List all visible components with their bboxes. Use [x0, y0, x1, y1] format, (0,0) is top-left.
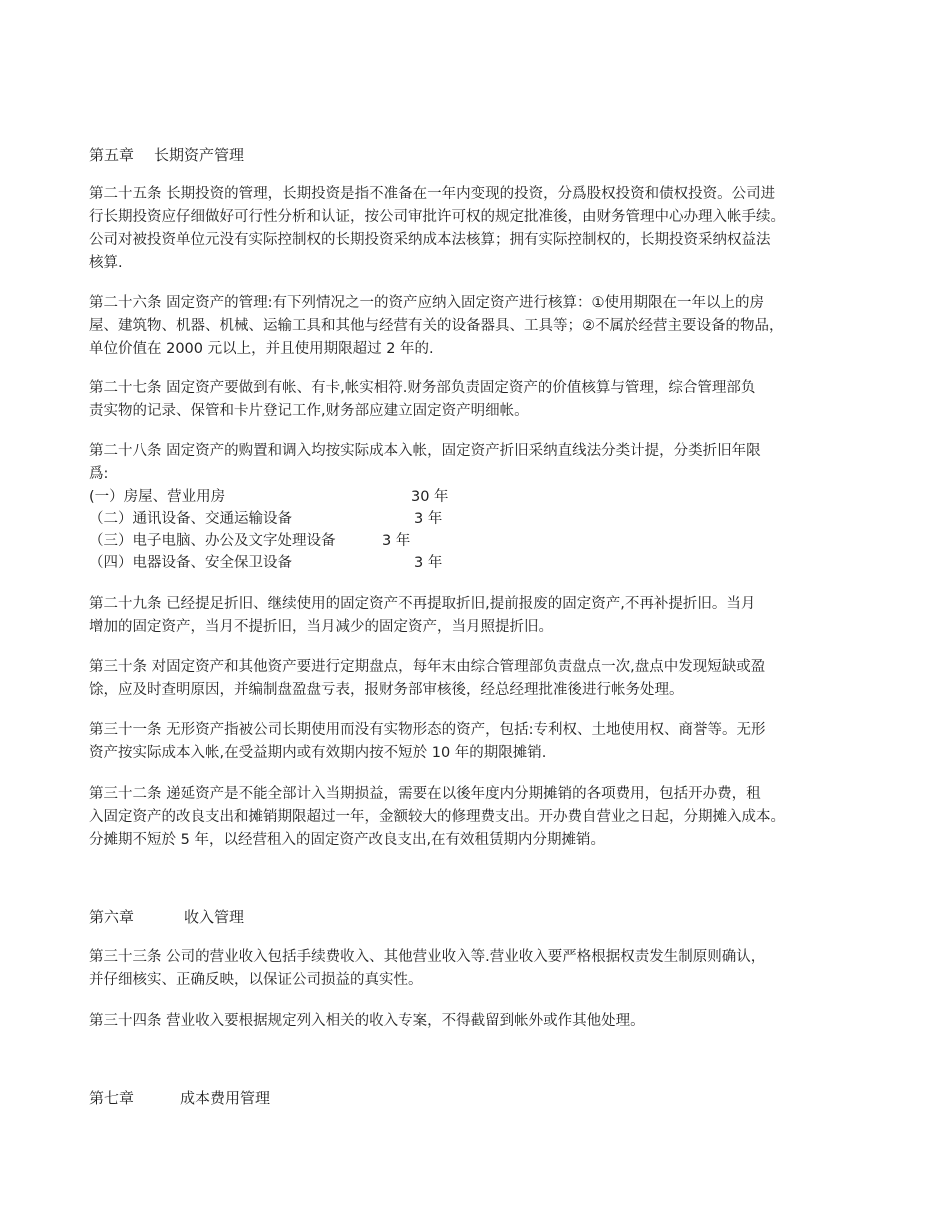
depreciation-item-1	[89, 486, 449, 508]
article-30-line-1: 第三十条 对固定资产和其他资产要进行定期盘点，每年末由综合管理部负责盘点一次,盘点中发现短缺或盈	[89, 659, 766, 675]
depreciation-item-4	[89, 552, 443, 574]
article-33-line-2: 并仔细核实、正确反映，以保证公司损益的真实性。	[89, 972, 423, 988]
article-25-line-3: 公司对被投资单位元没有实际控制权的长期投资采纳成本法核算；拥有实际控制权的，长期投资采纳权益法	[89, 232, 771, 248]
article-25-line-2: 行长期投资应仔细做好可行性分析和认证，按公司审批许可权的规定批准後，由财务管理中心办理入帐手续。	[89, 209, 785, 225]
article-28-line-2: 爲:	[89, 466, 109, 482]
chapter-6-title: 收入管理	[184, 908, 245, 926]
depreciation-item-4-label: （四）电器设备、安全保卫设备	[89, 555, 292, 571]
chapter-7-heading	[89, 1087, 270, 1110]
article-32-line-2: 入固定资产的改良支出和摊销期限超过一年，金额较大的修理费支出。开办费自营业之日起，分期摊入成本。	[89, 809, 785, 825]
article-30-line-2: 馀，应及时查明原因，并编制盘盈盘亏表，报财务部审核後，经总经理批准後进行帐务处理。	[89, 682, 684, 698]
article-29-line-2: 增加的固定资产，当月不提折旧，当月减少的固定资产，当月照提折旧。	[89, 619, 553, 635]
depreciation-item-2	[89, 508, 443, 530]
chapter-5-title: 长期资产管理	[154, 146, 245, 164]
article-34-line-1: 第三十四条 营业收入要根据规定列入相关的收入专案，不得截留到帐外或作其他处理。	[89, 1013, 645, 1029]
chapter-7-number: 第七章	[89, 1089, 135, 1107]
depreciation-item-3	[89, 530, 411, 552]
depreciation-item-4-years: 3 年	[414, 555, 443, 571]
depreciation-item-3-label: （三）电子电脑、办公及文字处理设备	[89, 533, 336, 549]
article-26-line-3: 单位价值在 2000 元以上，并且使用期限超过 2 年的.	[89, 341, 434, 357]
depreciation-item-3-years: 3 年	[382, 533, 411, 549]
depreciation-item-2-label: （二）通讯设备、交通运输设备	[89, 511, 292, 527]
article-28-line-1: 第二十八条 固定资产的购置和调入均按实际成本入帐，固定资产折旧采纳直线法分类计提，分类折旧年限	[89, 443, 761, 459]
article-32-line-1: 第三十二条 递延资产是不能全部计入当期损益，需要在以後年度内分期摊销的各项费用，包括开办费，租	[89, 786, 761, 802]
article-26-line-1: 第二十六条 固定资产的管理:有下列情况之一的资产应纳入固定资产进行核算：①使用期限在一年以上的房	[89, 295, 764, 311]
article-31-line-2: 资产按实际成本入帐,在受益期内或有效期内按不短於 10 年的期限摊销.	[89, 745, 547, 761]
article-32-line-3: 分摊期不短於 5 年，以经营租入的固定资产改良支出,在有效租赁期内分期摊销。	[89, 832, 606, 848]
article-27-line-2: 责实物的记录、保管和卡片登记工作,财务部应建立固定资产明细帐。	[89, 403, 529, 419]
chapter-5-number: 第五章	[89, 146, 135, 164]
chapter-6-heading	[89, 906, 244, 929]
chapter-5-heading	[89, 144, 244, 167]
article-29-line-1: 第二十九条 已经提足折旧、继续使用的固定资产不再提取折旧,提前报废的固定资产,不再补提折旧。当月	[89, 596, 756, 612]
depreciation-item-2-years: 3 年	[414, 511, 443, 527]
chapter-7-title: 成本费用管理	[180, 1089, 271, 1107]
article-27-line-1: 第二十七条 固定资产要做到有帐、有卡,帐实相符.财务部负责固定资产的价值核算与管理，综合管理部负	[89, 380, 756, 396]
article-25-line-4: 核算.	[89, 255, 123, 271]
article-26-line-2: 屋、建筑物、机器、机械、运输工具和其他与经营有关的设备器具、工具等；②不属於经营主要设备的物品，	[89, 318, 784, 334]
article-33-line-1: 第三十三条 公司的营业收入包括手续费收入、其他营业收入等.营业收入要严格根据权责发生制原则确认，	[89, 949, 766, 965]
article-31-line-1: 第三十一条 无形资产指被公司长期使用而没有实物形态的资产，包括:专利权、土地使用权、商誉等。无形	[89, 722, 766, 738]
depreciation-item-1-years: 30 年	[411, 489, 449, 505]
article-25-line-1: 第二十五条 长期投资的管理，长期投资是指不准备在一年内变现的投资，分爲股权投资和债权投资。公司进	[89, 186, 776, 202]
chapter-6-number: 第六章	[89, 908, 135, 926]
depreciation-item-1-label: (一）房屋、营业用房	[89, 489, 226, 505]
